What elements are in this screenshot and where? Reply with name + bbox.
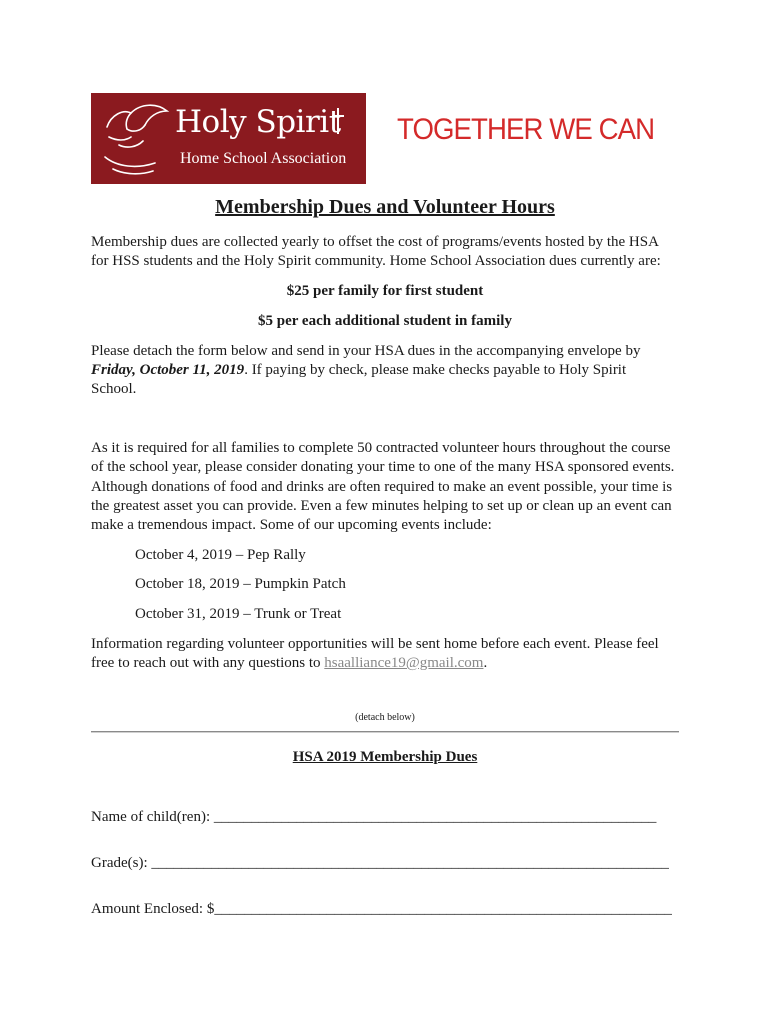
deadline-date: Friday, October 11, 2019 (91, 362, 245, 378)
page-title: Membership Dues and Volunteer Hours (215, 196, 555, 218)
dues-first: $25 per family for first student (286, 283, 484, 299)
event-item: October 31, 2019 – Trunk or Treat (135, 606, 342, 622)
cross-icon (329, 106, 347, 136)
info-line-2-text: free to reach out with any questions to (91, 655, 325, 671)
amount-field[interactable]: Amount Enclosed: $_____________________________________________________________ (91, 901, 672, 917)
detach-para-line-1: Please detach the form below and send in your HSA dues in the accompanying envelope by (91, 343, 641, 359)
detach-para-line-2 (91, 361, 691, 381)
logo-title: Holy Spirit (175, 104, 341, 140)
intro-line-1: Membership dues are collected yearly to offset the cost of programs/events hosted by the HSA (91, 234, 659, 250)
event-item: October 18, 2019 – Pumpkin Patch (135, 576, 346, 592)
detach-divider (91, 731, 679, 732)
info-line-2 (91, 654, 691, 674)
detach-label: (detach below) (355, 712, 415, 723)
intro-line-2: for HSS students and the Holy Spirit community. Home School Association dues currently are: (91, 253, 661, 269)
info-line-2-end: . (483, 655, 488, 671)
event-item: October 4, 2019 – Pep Rally (135, 547, 306, 563)
volunteer-line-4: the greatest asset you can provide. Even a few minutes helping to set up or clean up an event can (91, 498, 672, 514)
volunteer-line-1: As it is required for all families to complete 50 contracted volunteer hours throughout the course (91, 440, 671, 456)
detach-para-line-2-rest: . If paying by check, please make checks payable to Holy Spirit (244, 362, 627, 378)
tagline: TOGETHER WE CAN (397, 113, 655, 146)
email-link[interactable]: hsaalliance19@gmail.com (324, 655, 484, 671)
volunteer-line-2: of the school year, please consider donating your time to one of the many HSA sponsored events. (91, 459, 675, 475)
volunteer-line-3: Although donations of food and drinks are often required to make an event possible, your time is (91, 479, 673, 495)
hsa-logo (91, 93, 366, 184)
grade-field[interactable]: Grade(s): _____________________________________________________________________ (91, 855, 669, 871)
form-title: HSA 2019 Membership Dues (292, 749, 478, 765)
info-line-1: Information regarding volunteer opportunities will be sent home before each event. Please feel (91, 636, 659, 652)
detach-para-line-3: School. (91, 381, 137, 397)
dove-icon (97, 97, 177, 181)
dues-additional: $5 per each additional student in family (258, 313, 512, 329)
child-name-field[interactable]: Name of child(ren): ___________________________________________________________ (91, 809, 657, 825)
logo-subtitle: Home School Association (180, 150, 347, 167)
volunteer-line-5: make a tremendous impact. Some of our upcoming events include: (91, 517, 492, 533)
